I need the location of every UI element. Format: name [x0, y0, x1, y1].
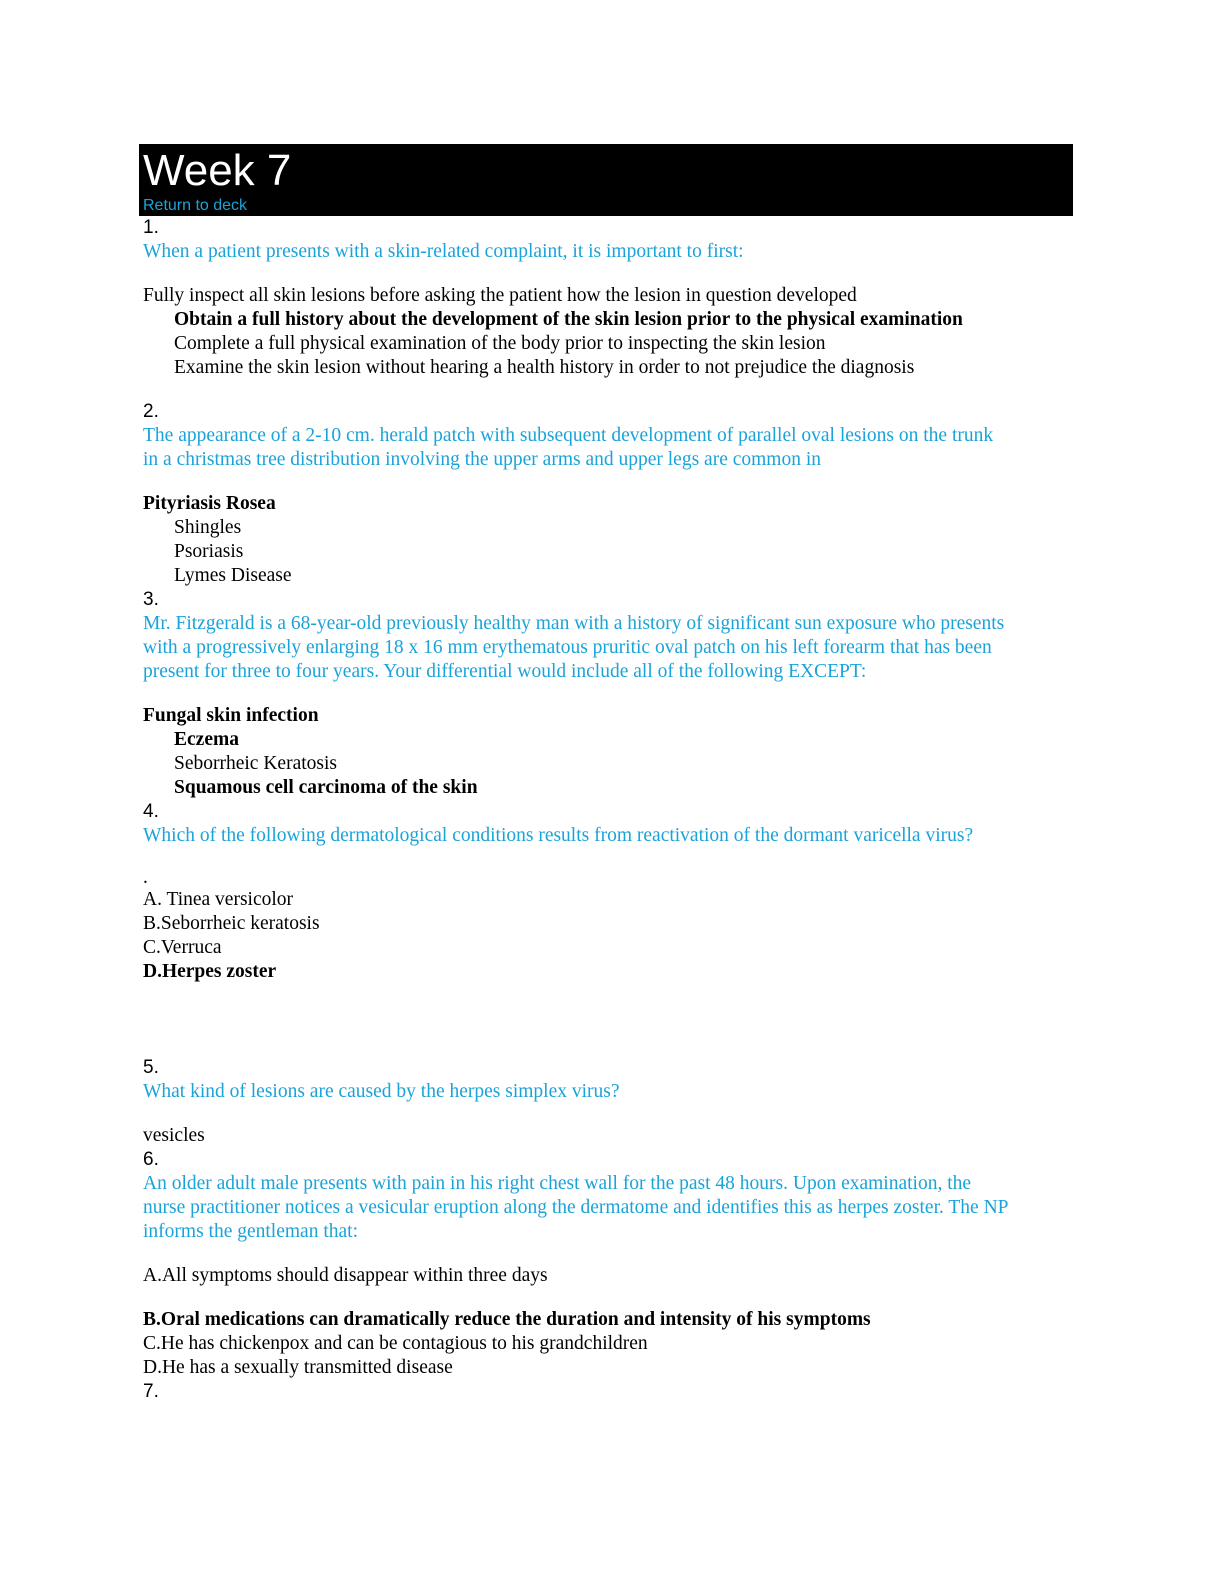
question-text-line: Mr. Fitzgerald is a 68-year-old previously healthy man with a history of significant sun exposure who presents: [143, 613, 1005, 634]
question-1: [143, 216, 1073, 400]
question-text-line: informs the gentleman that:: [143, 1221, 358, 1242]
answer-option: A.All symptoms should disappear within three days: [143, 1265, 548, 1286]
question-number: 3.: [143, 589, 159, 610]
question-text-line: nurse practitioner notices a vesicular eruption along the dermatome and identifies this as herpes zoster. The NP: [143, 1197, 1009, 1218]
question-number: 4.: [143, 801, 159, 822]
page-title: Week 7: [143, 146, 292, 195]
answer-option: A. Tinea versicolor: [143, 889, 294, 910]
answer-option-correct: B.Oral medications can dramatically reduce the duration and intensity of his symptoms: [143, 1309, 871, 1330]
answer-text: vesicles: [143, 1125, 205, 1146]
question-text-line: An older adult male presents with pain in his right chest wall for the past 48 hours. Upon examination, the: [143, 1173, 972, 1194]
return-to-deck-link[interactable]: Return to deck: [143, 197, 248, 214]
answer-option-correct: Eczema: [174, 729, 239, 750]
question-3: [143, 588, 1073, 800]
answer-option-correct: Squamous cell carcinoma of the skin: [174, 777, 478, 798]
question-text-line: with a progressively enlarging 18 x 16 mm erythematous pruritic oval patch on his left forearm that has been: [143, 637, 992, 658]
question-5: [143, 1056, 1073, 1148]
question-text: What kind of lesions are caused by the herpes simplex virus?: [143, 1081, 620, 1102]
question-number: 6.: [143, 1149, 159, 1170]
question-list: [143, 216, 1073, 1404]
answer-option: B.Seborrheic keratosis: [143, 913, 320, 934]
answer-option: D.He has a sexually transmitted disease: [143, 1357, 453, 1378]
question-text: When a patient presents with a skin-related complaint, it is important to first:: [143, 241, 744, 262]
answer-option-correct: D.Herpes zoster: [143, 961, 277, 982]
question-number: 5.: [143, 1057, 159, 1078]
answer-option: Fully inspect all skin lesions before asking the patient how the lesion in question developed: [143, 285, 857, 306]
question-text: Which of the following dermatological conditions results from reactivation of the dormant varicella virus?: [143, 825, 974, 846]
question-2: [143, 400, 1073, 588]
question-4: [143, 800, 1073, 1056]
answer-option: C.He has chickenpox and can be contagious to his grandchildren: [143, 1333, 648, 1354]
header-bar: [139, 144, 1073, 216]
question-number: 1.: [143, 217, 159, 238]
question-text-line: The appearance of a 2-10 cm. herald patch with subsequent development of parallel oval lesions on the trunk: [143, 425, 994, 446]
answer-option: Complete a full physical examination of the body prior to inspecting the skin lesion: [174, 333, 826, 354]
answer-option: C.Verruca: [143, 937, 222, 958]
question-text-line: present for three to four years. Your differential would include all of the following EXCEPT:: [143, 661, 867, 682]
question-number: 7.: [143, 1381, 159, 1402]
question-6: [143, 1148, 1073, 1380]
question-text-line: in a christmas tree distribution involving the upper arms and upper legs are common in: [143, 449, 822, 470]
answer-option: Psoriasis: [174, 541, 244, 562]
answer-option-correct: Fungal skin infection: [143, 705, 319, 726]
answer-option: Examine the skin lesion without hearing a health history in order to not prejudice the diagnosis: [174, 357, 915, 378]
answer-option: Seborrheic Keratosis: [174, 753, 337, 774]
question-7: [143, 1380, 1073, 1404]
answer-option: Lymes Disease: [174, 565, 292, 586]
answer-option-correct: Pityriasis Rosea: [143, 493, 276, 514]
question-number: 2.: [143, 401, 159, 422]
answer-option-correct: Obtain a full history about the development of the skin lesion prior to the physical examination: [174, 309, 963, 330]
stray-dot: .: [143, 867, 148, 888]
answer-option: Shingles: [174, 517, 242, 538]
